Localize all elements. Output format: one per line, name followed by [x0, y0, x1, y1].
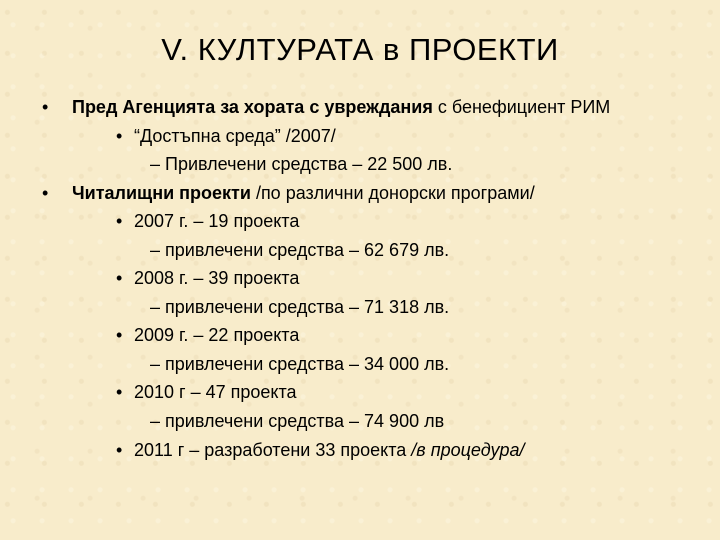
- sub-item-2011-status: /в процедура/: [411, 440, 525, 460]
- sub-item-2007: 2007 г. – 19 проекта: [134, 211, 300, 231]
- bullet-icon: •: [116, 211, 123, 231]
- community-centers-heading: Читалищни проекти: [72, 183, 251, 203]
- agency-heading: Пред Агенцията за хората с увреждания: [72, 97, 433, 117]
- slide-title: V. КУЛТУРАТА в ПРОЕКТИ: [161, 32, 559, 67]
- sub-item-accessible-env: “Достъпна среда” /2007/: [134, 126, 336, 146]
- sub-item-2009: 2009 г. – 22 проекта: [134, 325, 300, 345]
- sub-item-detail: – Привлечени средства – 22 500 лв.: [150, 154, 453, 174]
- community-centers-note: /по различни донорски програми/: [250, 183, 535, 203]
- bullet-icon: •: [116, 325, 123, 345]
- sub-item-detail: – привлечени средства – 71 318 лв.: [150, 297, 450, 317]
- sub-item-2008: 2008 г. – 39 проекта: [134, 268, 300, 288]
- sub-item-2010: 2010 г – 47 проекта: [134, 382, 297, 402]
- bullet-icon: •: [116, 268, 123, 288]
- bullet-icon: •: [42, 97, 49, 117]
- sub-item-2011: [134, 439, 525, 461]
- sub-item-detail: – привлечени средства – 34 000 лв.: [150, 354, 450, 374]
- sub-item-detail: – привлечени средства – 74 900 лв: [150, 411, 445, 431]
- bullet-icon: •: [42, 183, 49, 203]
- list-item-agency: [72, 96, 610, 118]
- sub-item-detail: – привлечени средства – 62 679 лв.: [150, 240, 450, 260]
- agency-beneficiary: с бенефициент РИМ: [432, 97, 611, 117]
- bullet-icon: •: [116, 440, 123, 460]
- sub-item-2011-text: 2011 г – разработени 33 проекта: [134, 440, 412, 460]
- bullet-icon: •: [116, 382, 123, 402]
- list-item-community-centers: [72, 182, 535, 204]
- bullet-icon: •: [116, 126, 123, 146]
